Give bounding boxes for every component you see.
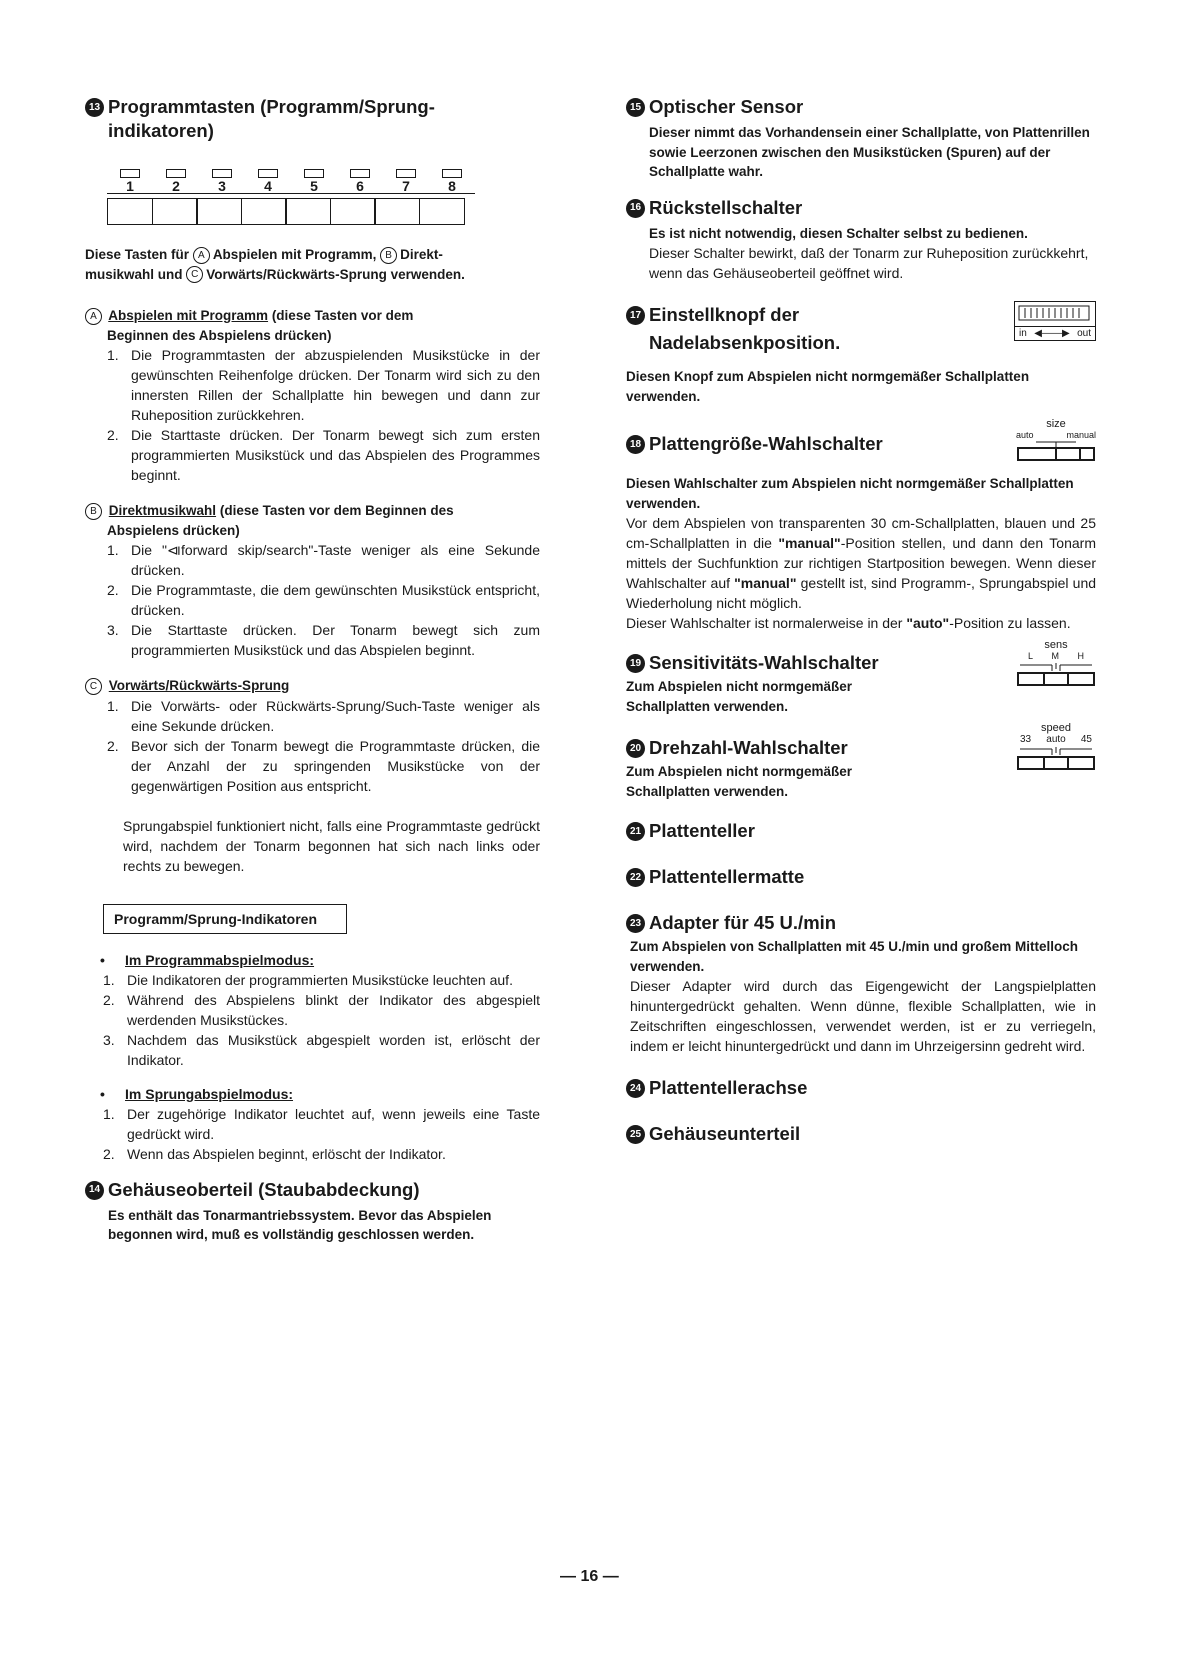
program-key-number: 5: [291, 179, 337, 194]
section-13-title-2: indikatoren): [108, 120, 214, 141]
program-key-number: 4: [245, 179, 291, 194]
section-19-title: Sensitivitäts-Wahlschalter: [649, 652, 879, 673]
list-item: 2. Die Starttaste drücken. Der Tonarm bewegt sich zum ersten programmierten Musikstück und das Abspielen des Programmes beginnt.: [107, 427, 540, 483]
subsection-b-title: Direktmusikwahl: [108, 503, 217, 518]
section-number-badge: 16: [626, 199, 645, 218]
section-number-badge: 18: [626, 435, 645, 454]
program-key: [383, 169, 429, 194]
circle-b-icon: B: [85, 503, 102, 520]
section-number-badge: 17: [626, 306, 645, 325]
knob-out-label: out: [1077, 328, 1091, 339]
program-key: [107, 169, 153, 194]
program-key: [153, 169, 199, 194]
key-rect-icon: [350, 169, 370, 178]
section-14-title: Gehäuseoberteil (Staubabdeckung): [108, 1178, 420, 1200]
program-keys-diagram: [107, 169, 540, 225]
section-25: [626, 1122, 1096, 1146]
list-item: 1. Der zugehörige Indikator leuchtet auf, wenn jeweils eine Taste gedrückt wird.: [103, 1105, 540, 1142]
list-item: 1. Die Indikatoren der programmierten Musikstücke leuchten auf.: [103, 971, 513, 988]
knob-in-label: in: [1019, 328, 1027, 339]
circle-b-icon: B: [380, 247, 397, 264]
program-key: [199, 169, 245, 194]
key-rect-icon: [442, 169, 462, 178]
section-17-title: Einstellknopf der: [649, 304, 800, 325]
program-indicator-box: [241, 198, 287, 225]
program-key-number: 3: [199, 179, 245, 194]
subsection-c-title: Vorwärts/Rückwärts-Sprung: [108, 678, 290, 693]
left-column: [85, 95, 540, 1245]
subsection-a-title: Abspielen mit Programm: [108, 308, 269, 323]
list-item: 3. Nachdem das Musikstück abgespielt worden ist, erlöscht der Indikator.: [103, 1031, 540, 1068]
section-16-text: Dieser Schalter bewirkt, daß der Tonarm zur Ruheposition zurückkehrt, wenn das Gehäuseoberteil geöffnet wird.: [649, 245, 1089, 281]
circle-a-icon: A: [193, 247, 210, 264]
section-16: [626, 196, 1096, 284]
section-22-title: Plattentellermatte: [649, 866, 805, 887]
section-18-bold: Diesen Wahlschalter zum Abspielen nicht normgemäßer Schallplatten verwenden.: [626, 476, 1074, 511]
slide-switch-icon: [1016, 440, 1096, 462]
program-indicator-box: [152, 198, 198, 225]
section-number-badge: 22: [626, 868, 645, 887]
section-number-badge: 21: [626, 822, 645, 841]
section-number-badge: 13: [85, 98, 104, 117]
section-17-title-2: Nadelabsenkposition.: [649, 332, 841, 353]
list-item: 2. Während des Abspielens blinkt der Indikator des abgespielt werdenden Musikstückes.: [103, 991, 540, 1028]
program-key: [337, 169, 383, 194]
program-keys-row: [107, 169, 540, 194]
section-24-title: Plattentellerachse: [649, 1077, 808, 1098]
size-switch-label: size: [1046, 418, 1066, 430]
section-23-title: Adapter für 45 U./min: [649, 912, 837, 933]
key-rect-icon: [212, 169, 232, 178]
sens-switch-label: sens: [1044, 639, 1068, 651]
list-item: 1. Die Vorwärts- oder Rückwärts-Sprung/Such-Taste weniger als eine Sekunde drücken.: [107, 697, 540, 734]
section-23: [626, 911, 1096, 1056]
section-13-intro: Diese Tasten für A Abspielen mit Programm, B Direkt- musikwahl und C Vorwärts/Rückwärts-Sprung verwenden.: [85, 247, 465, 282]
speed-switch-diagram: speed 33 auto 45: [1016, 722, 1096, 774]
program-indicator-box: [107, 198, 153, 225]
key-rect-icon: [166, 169, 186, 178]
section-13-heading: [85, 95, 540, 143]
skip-mode-title: Im Sprungabspielmodus:: [125, 1085, 294, 1102]
needle-position-knob-diagram: [1014, 301, 1096, 341]
section-16-bold: Es ist nicht notwendig, diesen Schalter selbst zu bedienen.: [649, 225, 1028, 241]
skip-mode-block: • Im Sprungabspielmodus: 1. Der zugehörige Indikator leuchtet auf, wenn jeweils eine Taste gedrückt wird. 2. Wenn das Abspielen beginnt, erlöscht der Indikator.: [100, 1085, 540, 1162]
section-21-title: Plattenteller: [649, 820, 755, 841]
program-key: [291, 169, 337, 194]
key-rect-icon: [120, 169, 140, 178]
section-number-badge: 15: [626, 98, 645, 117]
program-key-number: 2: [153, 179, 199, 194]
list-item: 2. Bevor sich der Tonarm bewegt die Programmtaste drücken, die der Anzahl der zu springenden Musikstücke von der gegenwärtigen Position aus entspricht.: [107, 737, 540, 794]
section-18: [626, 418, 1096, 633]
program-indicator-box: [196, 198, 242, 225]
right-column: [626, 95, 1096, 1146]
slide-switch-icon: [1016, 661, 1096, 687]
section-number-badge: 20: [626, 739, 645, 758]
section-14-text: Es enthält das Tonarmantriebssystem. Bevor das Abspielen begonnen wird, muß es vollständig geschlossen werden.: [108, 1207, 492, 1242]
key-rect-icon: [304, 169, 324, 178]
skip-note: Sprungabspiel funktioniert nicht, falls eine Programmtaste gedrückt wird, nachdem der Tonarm begonnen hat sich nach links oder rechts zu bewegen.: [123, 817, 540, 874]
section-18-text: Vor dem Abspielen von transparenten 30 cm-Schallplatten, blauen und 25 cm-Schallplatten in die "manual"-Position stellen, und dann den Tonarm mittels der Suchfunktion zur richtigen Startposition bewegen. Wenn dieser Wahlschalter auf "manual" gestellt ist, sind Programm-, Sprungabspiel und Wiederholung nicht möglich. Dieser Wahlschalter ist normalerweise in der "auto"-Position zu lassen.: [626, 515, 1097, 631]
subsection-a-list: [85, 345, 540, 485]
program-mode-block: • Im Programmabspielmodus: 1. Die Indikatoren der programmierten Musikstücke leuchten auf. 2. Während des Abspielens blinkt der Indikator des abgespielt werdenden Musikstückes. 3. Nachdem das Musikstück abgespielt worden ist, erlöscht der Indikator.: [100, 951, 540, 1068]
program-key: [429, 169, 475, 194]
speed-switch-label: speed: [1041, 722, 1071, 734]
section-19-text: Zum Abspielen nicht normgemäßer Schallplatten verwenden.: [626, 679, 853, 714]
program-key-number: 1: [107, 179, 153, 194]
section-23-bold: Zum Abspielen von Schallplatten mit 45 U./min und großem Mittelloch verwenden.: [630, 939, 1079, 974]
subsection-b: B Direktmusikwahl (diese Tasten vor dem Beginnen des Abspielens drücken) 1. Die "⧏forward skip/search"-Taste weniger als eine Sekunde drücken. 2. Die Programmtaste, die dem gewünschten Musikstück entspricht, drücken. 3. Die Starttaste drücken. Der Tonarm bewegt sich zum programmierten Musikstück und das Abspielen beginnt.: [85, 501, 540, 660]
section-17: [626, 301, 1096, 406]
key-rect-icon: [396, 169, 416, 178]
section-13-title: Programmtasten (Programm/Sprung-: [108, 96, 435, 117]
section-23-text: Dieser Adapter wird durch das Eigengewicht der Langspielplatten hinuntergedrückt gehalten. Wenn dünne, flexible Schallplatten, wie in Zeitschriften eingeschlossen, verwendet werden, ist er zu verriegeln, indem er leicht hinuntergedrückt und dann im Uhrzeigersinn gedreht wird.: [630, 978, 1096, 1054]
section-24: [626, 1076, 1096, 1100]
sens-switch-diagram: sens L M H: [1016, 639, 1096, 690]
section-20-text: Zum Abspielen nicht normgemäßer Schallplatten verwenden.: [626, 764, 853, 799]
section-15-title: Optischer Sensor: [649, 96, 804, 117]
circle-c-icon: C: [186, 266, 203, 283]
section-number-badge: 19: [626, 654, 645, 673]
section-number-badge: 14: [85, 1181, 104, 1200]
program-key-number: 8: [429, 179, 475, 194]
program-mode-title: Im Programmabspielmodus:: [125, 951, 315, 968]
section-20-title: Drehzahl-Wahlschalter: [649, 737, 848, 758]
section-15-text: Dieser nimmt das Vorhandensein einer Schallplatte, von Plattenrillen sowie Leerzonen zwischen den Musikstücken (Spuren) auf der Schallplatte wahr.: [649, 125, 1090, 179]
size-switch-diagram: size auto manual: [1016, 418, 1096, 465]
section-15: [626, 95, 1096, 182]
program-indicator-box: [374, 198, 420, 225]
page-number: — 16 —: [560, 1568, 619, 1585]
subsection-c: [85, 676, 540, 796]
section-18-title: Plattengröße-Wahlschalter: [649, 433, 883, 454]
section-21: [626, 819, 1096, 843]
subsection-a: A Abspielen mit Programm (diese Tasten vor dem Beginnen des Abspielens drücken) 1. Die Programmtasten der abzuspielenden Musikstücke in der gewünschten Reihenfolge drücken. Der Tonarm wird sich zu den innersten Rillen der Schallplatte hin bewegen und dann zur Ruheposition zurückkehren. 2. Die Starttaste drücken. Der Tonarm bewegt sich zum ersten programmierten Musikstück und das Abspielen des Programmes beginnt.: [85, 306, 540, 485]
section-16-title: Rückstellschalter: [649, 196, 803, 218]
section-20: [626, 722, 1096, 801]
circle-c-icon: C: [85, 678, 102, 695]
section-19: [626, 639, 1096, 716]
program-indicator-box: [285, 198, 331, 225]
subsection-b-list: [85, 540, 540, 660]
list-item: 1. Die "⧏forward skip/search"-Taste weniger als eine Sekunde drücken.: [107, 542, 540, 578]
program-key-number: 7: [383, 179, 429, 194]
section-17-text: Diesen Knopf zum Abspielen nicht normgemäßer Schallplatten verwenden.: [626, 369, 1030, 404]
knob-grip-icon: [1015, 302, 1095, 326]
circle-a-icon: A: [85, 308, 102, 325]
subsection-c-list: [85, 696, 540, 796]
section-number-badge: 23: [626, 914, 645, 933]
program-indicator-box: [419, 198, 465, 225]
indicator-box-label: Programm/Sprung-Indikatoren: [103, 904, 347, 934]
section-14: [85, 1178, 540, 1245]
arrow-icon: ◀——▶: [1034, 328, 1070, 339]
section-22: [626, 865, 1096, 889]
section-number-badge: 24: [626, 1079, 645, 1098]
list-item: 2. Die Programmtaste, die dem gewünschten Musikstück entspricht, drücken.: [107, 582, 540, 618]
list-item: 2. Wenn das Abspielen beginnt, erlöscht der Indikator.: [103, 1145, 446, 1162]
slide-switch-icon: [1016, 745, 1096, 771]
program-indicator-box: [330, 198, 376, 225]
section-25-title: Gehäuseunterteil: [649, 1123, 801, 1144]
program-indicator-boxes: [109, 198, 541, 225]
program-key: [245, 169, 291, 194]
list-item: 1. Die Programmtasten der abzuspielenden Musikstücke in der gewünschten Reihenfolge drücken. Der Tonarm wird sich zu den innersten Rillen der Schallplatte hin bewegen und dann zur Ruheposition zurückkehren.: [107, 347, 540, 423]
section-number-badge: 25: [626, 1125, 645, 1144]
key-rect-icon: [258, 169, 278, 178]
list-item: 3. Die Starttaste drücken. Der Tonarm bewegt sich zum programmierten Musikstück und das Abspielen beginnt.: [107, 622, 540, 658]
program-key-number: 6: [337, 179, 383, 194]
